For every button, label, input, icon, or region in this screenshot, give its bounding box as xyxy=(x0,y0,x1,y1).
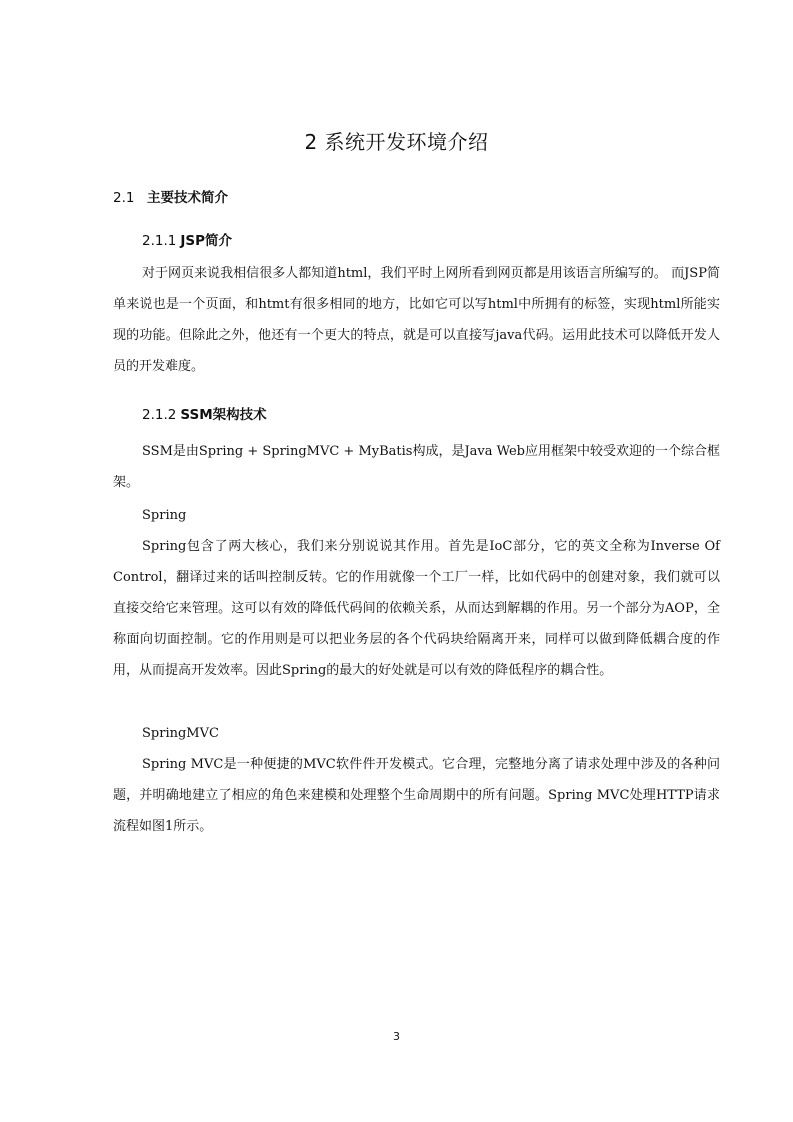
subsection-number: 2.1.2 xyxy=(142,407,177,423)
subsection-title: SSM架构技术 xyxy=(180,407,267,423)
chapter-title: 2 系统开发环境介绍 xyxy=(304,130,489,154)
page-number: 3 xyxy=(393,1030,400,1043)
subsection-title: JSP简介 xyxy=(180,233,232,249)
subsection-heading-2-1-2 xyxy=(142,403,267,423)
section-number: 2.1 xyxy=(113,190,135,206)
springmvc-paragraph: Spring MVC是一种便捷的MVC软件件开发模式。它合理，完整地分离了请求处理中涉及的各种问题，并明确地建立了相应的角色来建模和处理整个生命周期中的所有问题。Spring MVC处理HTTP请求流程如图1所示。 xyxy=(113,757,720,834)
springmvc-label: SpringMVC xyxy=(142,726,219,741)
section-heading-2-1 xyxy=(113,186,228,206)
ssm-intro-paragraph: SSM是由Spring + SpringMVC + MyBatis构成，是Java Web应用框架中较受欢迎的一个综合框架。 xyxy=(113,444,720,490)
spring-paragraph: Spring包含了两大核心，我们来分别说说其作用。首先是IoC部分，它的英文全称为Inverse Of Control，翻译过来的话叫控制反转。它的作用就像一个工厂一样，比如代码中的创建对象，我们就可以直接交给它来管理。这可以有效的降低代码间的依赖关系，从而达到解耦的作用。另一个部分为AOP，全称面向切面控制。它的作用则是可以把业务层的各个代码块给隔离开来，同样可以做到降低耦合度的作用，从而提高开发效率。因此Spring的最大的好处就是可以有效的降低程序的耦合性。 xyxy=(113,539,720,678)
subsection-number: 2.1.1 xyxy=(142,233,177,249)
section-title: 主要技术简介 xyxy=(147,190,228,206)
spring-label: Spring xyxy=(142,508,187,523)
subsection-heading-2-1-1 xyxy=(142,229,232,249)
jsp-paragraph: 对于网页来说我相信很多人都知道html，我们平时上网所看到网页都是用该语言所编写的。 而JSP简单来说也是一个页面，和htmt有很多相同的地方，比如它可以写html中所拥有的标签，实现html所能实现的功能。但除此之外，他还有一个更大的特点，就是可以直接写java代码。运用此技术可以降低开发人员的开发难度。 xyxy=(113,266,720,374)
